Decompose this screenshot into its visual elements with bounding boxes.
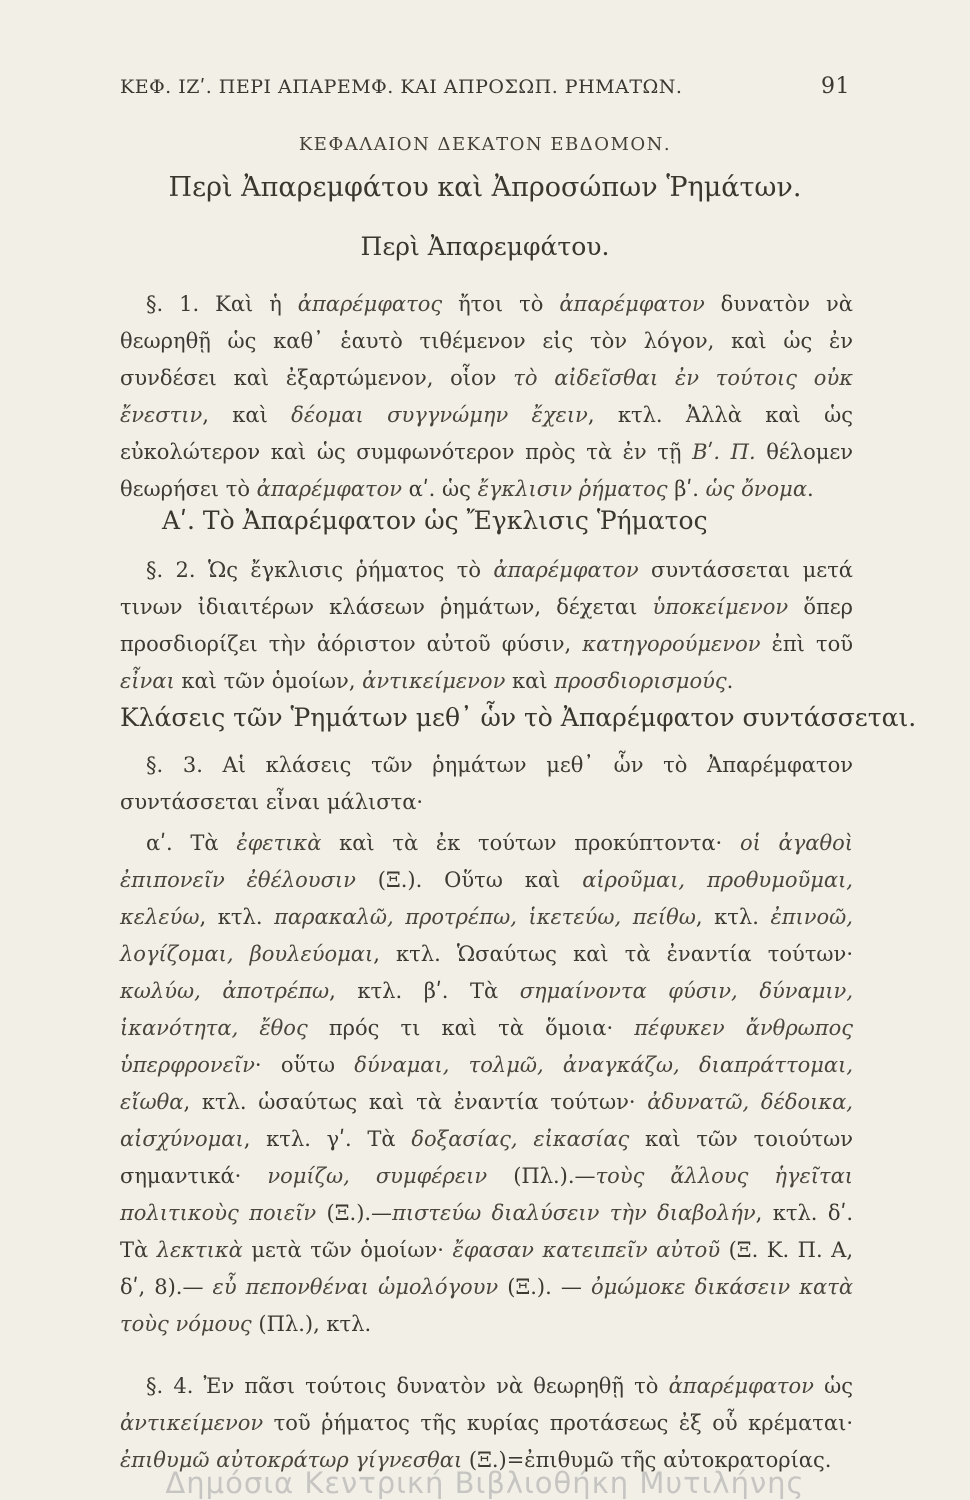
chapter-title: ΚΕΦΑΛΑΙΟΝ ΔΕΚΑΤΟΝ ΕΒΔΟΜΟΝ.: [298, 134, 672, 155]
paragraph-1: §. 1. Καὶ ἡ ἀπαρέμφατος ἤτοι τὸ ἀπαρέμφατον δυνατὸν νὰ θεωρηθῇ ὡς καθ᾽ ἑαυτὸ τιθέμενον εἰς τὸν λόγον, καὶ ὡς ἐν συνδέσει καὶ ἐξαρτώμενον, οἷον τὸ αἰδεῖσθαι ἐν τούτοις οὐκ ἔνεστιν, καὶ δέομαι συγγνώμην ἔχειν, κτλ. Ἀλλὰ καὶ ὡς εὐκολώτερον καὶ ὡς συμφωνότερον πρὸς τὰ ἐν τῇ Βʹ. Π. θέλομεν θεωρήσει τὸ ἀπαρέμφατον αʹ. ὡς ἔγκλισιν ῥήματος βʹ. ὡς ὄνομα.: [120, 292, 854, 501]
library-watermark: Δημόσια Κεντρική Βιβλιοθήκη Μυτιλήνης: [165, 1466, 805, 1500]
subheading-b: Κλάσεις τῶν Ῥημάτων μεθ᾽ ὧν τὸ Ἀπαρέμφατον συντάσσεται.: [120, 703, 917, 732]
paragraph-3: §. 3. Αἱ κλάσεις τῶν ῥημάτων μεθ᾽ ὧν τὸ Ἀπαρέμφατον συντάσσεται εἶναι μάλιστα·: [120, 753, 853, 814]
page-number: 91: [821, 74, 850, 99]
running-head-title: ΚΕΦ. ΙΖʹ. ΠΕΡΙ ΑΠΑΡΕΜΦ. ΚΑΙ ΑΠΡΟΣΩΠ. ΡΗΜΑΤΩΝ.: [120, 76, 683, 98]
subheading-a: Αʹ. Τὸ Ἀπαρέμφατον ὡς Ἔγκλισις Ῥήματος: [162, 506, 708, 535]
subsection-heading: Περὶ Ἀπαρεμφάτου.: [360, 232, 610, 261]
paragraph-5: §. 4. Ἐν πᾶσι τούτοις δυνατὸν νὰ θεωρηθῇ τὸ ἀπαρέμφατον ὡς ἀντικείμενον τοῦ ῥήματος τῆς κυρίας προτάσεως ἐξ οὗ κρέμαται· ἐπιθυμῶ αὐτοκράτωρ γίγνεσθαι (Ξ.)=ἐπιθυμῶ τῆς αὐτοκρατορίας.: [120, 1374, 854, 1472]
section-heading: Περὶ Ἀπαρεμφάτου καὶ Ἀπροσώπων Ῥημάτων.: [168, 172, 802, 203]
paragraph-4: αʹ. Τὰ ἐφετικὰ καὶ τὰ ἐκ τούτων προκύπτοντα· οἱ ἀγαθοὶ ἐπιπονεῖν ἐθέλουσιν (Ξ.). Οὕτω καὶ αἱροῦμαι, προθυμοῦμαι, κελεύω, κτλ. παρακαλῶ, προτρέπω, ἱκετεύω, πείθω, κτλ. ἐπινοῶ, λογίζομαι, βουλεύομαι, κτλ. Ὡσαύτως καὶ τὰ ἐναντία τούτων· κωλύω, ἀποτρέπω, κτλ. βʹ. Τὰ σημαίνοντα φύσιν, δύναμιν, ἱκανότητα, ἔθος πρός τι καὶ τὰ ὅμοια· πέφυκεν ἄνθρωπος ὑπερφρονεῖν· οὕτω δύναμαι, τολμῶ, ἀναγκάζω, διαπράττομαι, εἴωθα, κτλ. ὡσαύτως καὶ τὰ ἐναντία τούτων· ἀδυνατῶ, δέδοικα, αἰσχύνομαι, κτλ. γʹ. Τὰ δοξασίας, εἰκασίας καὶ τῶν τοιούτων σημαντικά· νομίζω, συμφέρειν (Πλ.).—τοὺς ἄλλους ἡγεῖται πολιτικοὺς ποιεῖν (Ξ.).—πιστεύω διαλύσειν τὴν διαβολήν, κτλ. δʹ. Τὰ λεκτικὰ μετὰ τῶν ὁμοίων· ἔφασαν κατειπεῖν αὐτοῦ (Ξ. Κ. Π. Α, δʹ, 8).— εὖ πεπονθέναι ὡμολόγουν (Ξ.). — ὀμώμοκε δικάσειν κατὰ τοὺς νόμους (Πλ.), κτλ.: [120, 831, 854, 1336]
paragraph-2: §. 2. Ὡς ἔγκλισις ῥήματος τὸ ἀπαρέμφατον συντάσσεται μετά τινων ἰδιαιτέρων κλάσεων ῥημάτων, δέχεται ὑποκείμενον ὅπερ προσδιορίζει τὴν ἀόριστον αὐτοῦ φύσιν, κατηγορούμενον ἐπὶ τοῦ εἶναι καὶ τῶν ὁμοίων, ἀντικείμενον καὶ προσδιορισμούς.: [120, 558, 853, 693]
